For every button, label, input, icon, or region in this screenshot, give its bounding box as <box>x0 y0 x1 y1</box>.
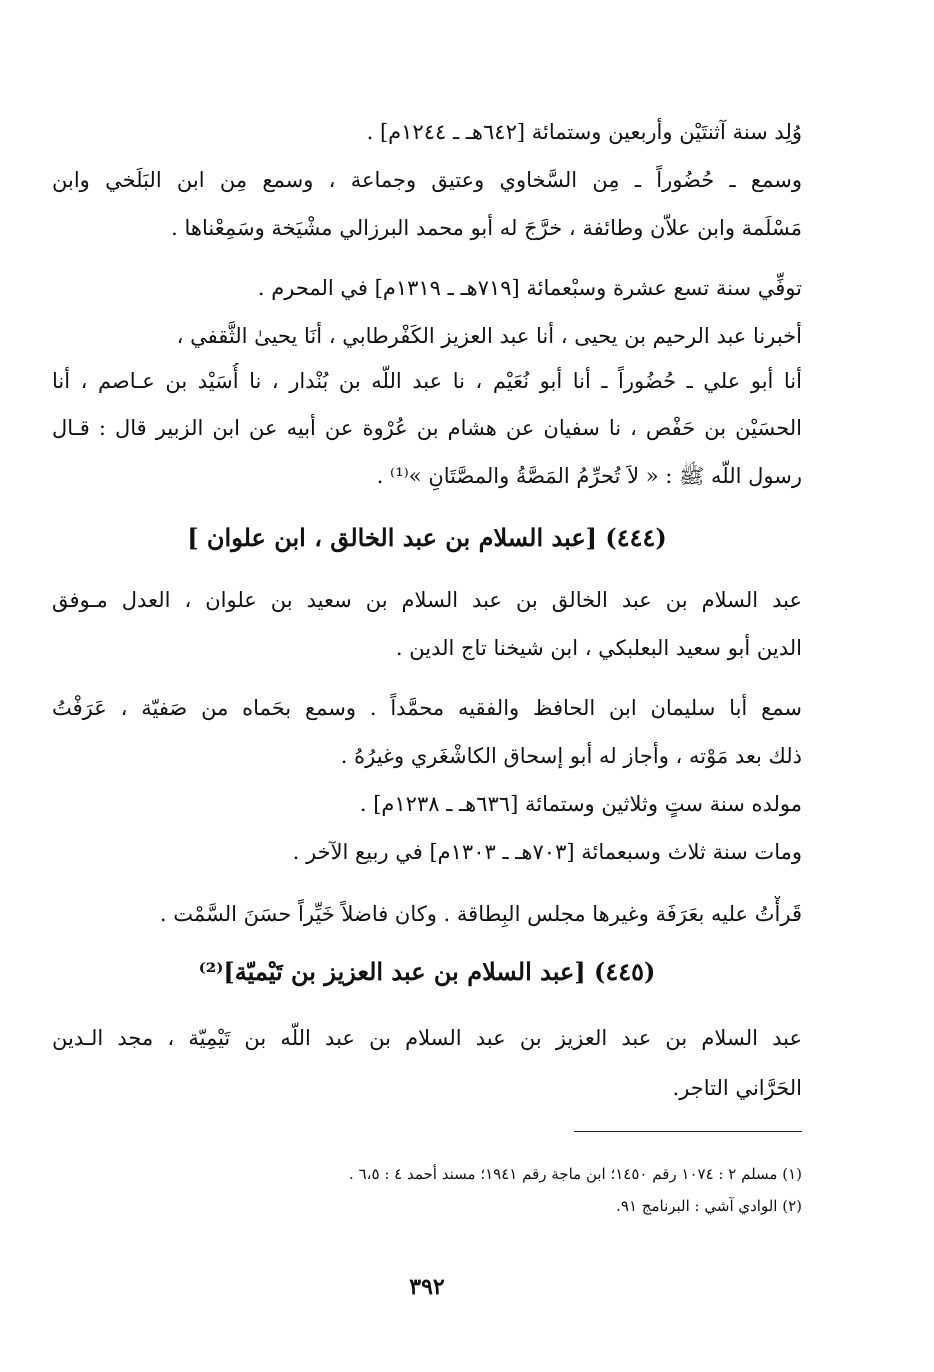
text-line-birth: وُلِد سنة آثنتَيْن وأربعين وستمائة [٦٤٢هـ ـ ١٢٤٤م] . <box>366 120 802 144</box>
text-line: مَسْلَمة وابن علاّن وطائفة ، خرَّجَ له أبو محمد البرزالي مشْيَخة وسَمِعْناها . <box>171 216 802 240</box>
text-line: وسمع ـ حُضُوراً ـ مِن السَّخاوي وعتيق وجماعة ، وسمع مِن ابن البَلَخي وابن <box>52 168 802 192</box>
text-line-hadith: رسول اللّه ﷺ : « لاَ تُحرِّمُ المَصَّةُ والمصَّتَانِ »⁽¹⁾ . <box>376 464 802 488</box>
text-line: الدين أبو سعيد البعلبكي ، ابن شيخنا تاج الدين . <box>395 636 802 660</box>
page-number: ٣٩٢ <box>409 1274 445 1300</box>
footnote-1: (١) مسلم ٢ : ١٠٧٤ رقم ١٤٥٠؛ ابن ماجة رقم ١٩٤١؛ مسند أحمد ٤ : ٦،٥ . <box>349 1165 802 1183</box>
text-line-birth: مولده سنة ستٍ وثلاثين وستمائة [٦٣٦هـ ـ ١٢٣٨م] . <box>359 792 802 816</box>
text-line: قَرأْتُ عليه بعَرَفَة وغيرها مجلس البِطاقة . وكان فاضلاً خَيِّراً حسَنَ السَّمْت . <box>159 902 802 926</box>
text-line-isnad: أنا أبو علي ـ حُضُوراً ـ أنا أبو نُعَيْم ، نا عبد اللّه بن بُنْدار ، نا أُسَيْد بن عـاصم ، أنا <box>52 369 802 393</box>
entry-heading-444: (٤٤٤) [عبد السلام بن عبد الخالق ، ابن علوان ] <box>187 523 667 552</box>
text-line: سمع أبا سليمان ابن الحافظ والفقيه محمَّداً . وسمع بحَماه من صَفيّة ، عَرَفْتُ <box>52 696 802 720</box>
entry-heading-445: (٤٤٥) [عبد السلام بن عبد العزيز بن تَيْميّة]⁽²⁾ <box>198 957 656 986</box>
footnote-2: (٢) الوادي آشي : البرنامج ٩١. <box>616 1197 802 1215</box>
text-line-death: توفِّي سنة تسع عشرة وسبْعمائة [٧١٩هـ ـ ١٣١٩م] في المحرم . <box>257 276 802 300</box>
text-line: الحَرَّاني التاجر. <box>672 1076 802 1100</box>
text-line: عبد السلام بن عبد العزيز بن عبد السلام بن عبد اللّه بن تَيْمِيّة ، مجد الـدين <box>52 1026 802 1050</box>
text-line-isnad: الحسَيْن بن حَفْص ، نا سفيان عن هشام بن عُرْوة عن أبيه عن ابن الزبير قال : قـال <box>52 416 802 440</box>
text-line-isnad: أخبرنا عبد الرحيم بن يحيى ، أنا عبد العزيز الكَفْرطابي ، أنَا يحيىٰ الثَّقفي ، <box>176 324 802 348</box>
text-line: ذلك بعد مَوْته ، وأجاز له أبو إسحاق الكاشْغَري وغيرُهُ . <box>340 744 802 768</box>
footnote-separator <box>574 1131 802 1132</box>
text-line-death: ومات سنة ثلاث وسبعمائة [٧٠٣هـ ـ ١٣٠٣م] في ربيع الآخر . <box>292 840 802 864</box>
book-page <box>52 0 802 1372</box>
text-line: عبد السلام بن عبد الخالق بن عبد السلام بن سعيد بن علوان ، العدل مـوفق <box>52 588 802 612</box>
